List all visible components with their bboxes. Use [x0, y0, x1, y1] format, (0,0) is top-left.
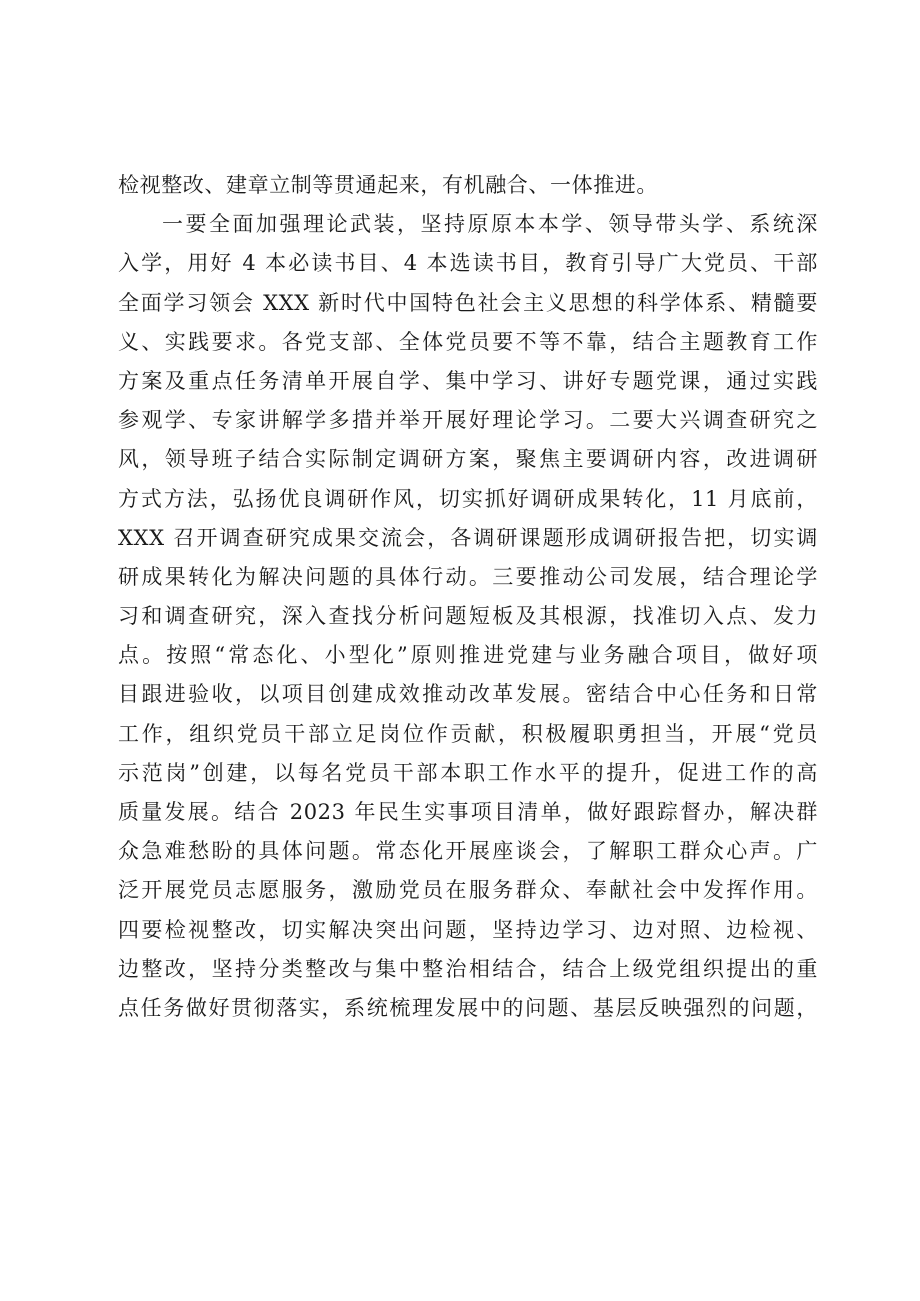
text-line: 工作，组织党员干部立足岗位作贡献，积极履职勇担当，开展“党员	[118, 721, 818, 746]
text-line: 四要检视整改，切实解决突出问题，坚持边学习、边对照、边检视、	[118, 917, 818, 942]
text-line: 全面学习领会 XXX 新时代中国特色社会主义思想的科学体系、精髓要	[118, 290, 818, 315]
text-line: 义、实践要求。各党支部、全体党员要不等不靠，结合主题教育工作	[118, 329, 818, 354]
text-line: 质量发展。结合 2023 年民生实事项目清单，做好跟踪督办，解决群	[118, 800, 818, 824]
text-line: 风，领导班子结合实际制定调研方案，聚焦主要调研内容，改进调研	[118, 447, 818, 472]
text-line: 点任务做好贯彻落实，系统梳理发展中的问题、基层反映强烈的问题，	[118, 995, 818, 1020]
text-line: 研成果转化为解决问题的具体行动。三要推动公司发展，结合理论学	[118, 564, 818, 589]
paragraph-first-line: 一要全面加强理论武装，坚持原原本本学、领导带头学、系统深	[162, 212, 818, 237]
body-text	[118, 166, 818, 1028]
text-line: XXX 召开调查研究成果交流会，各调研课题形成调研报告把，切实调	[118, 525, 818, 550]
text-line: 入学，用好 4 本必读书目、4 本选读书目，教育引导广大党员、干部	[118, 251, 818, 276]
text-line: 点。按照“常态化、小型化”原则推进党建与业务融合项目，做好项	[118, 643, 818, 668]
text-line: 泛开展党员志愿服务，激励党员在服务群众、奉献社会中发挥作用。	[118, 878, 818, 903]
text-line: 边整改，坚持分类整改与集中整治相结合，结合上级党组织提出的重	[118, 956, 818, 981]
text-line: 检视整改、建章立制等贯通起来，有机融合、一体推进。	[118, 173, 658, 197]
text-line: 目跟进验收，以项目创建成效推动改革发展。密结合中心任务和日常	[118, 682, 818, 707]
text-line: 方式方法，弘扬优良调研作风，切实抓好调研成果转化，11 月底前，	[118, 486, 818, 511]
text-line: 参观学、专家讲解学多措并举开展好理论学习。二要大兴调查研究之	[118, 408, 818, 433]
text-line: 众急难愁盼的具体问题。常态化开展座谈会，了解职工群众心声。广	[118, 839, 818, 864]
text-line: 方案及重点任务清单开展自学、集中学习、讲好专题党课，通过实践	[118, 368, 818, 393]
text-line: 习和调查研究，深入查找分析问题短板及其根源，找准切入点、发力	[118, 604, 818, 629]
text-line: 示范岗”创建，以每名党员干部本职工作水平的提升，促进工作的高	[118, 760, 818, 785]
